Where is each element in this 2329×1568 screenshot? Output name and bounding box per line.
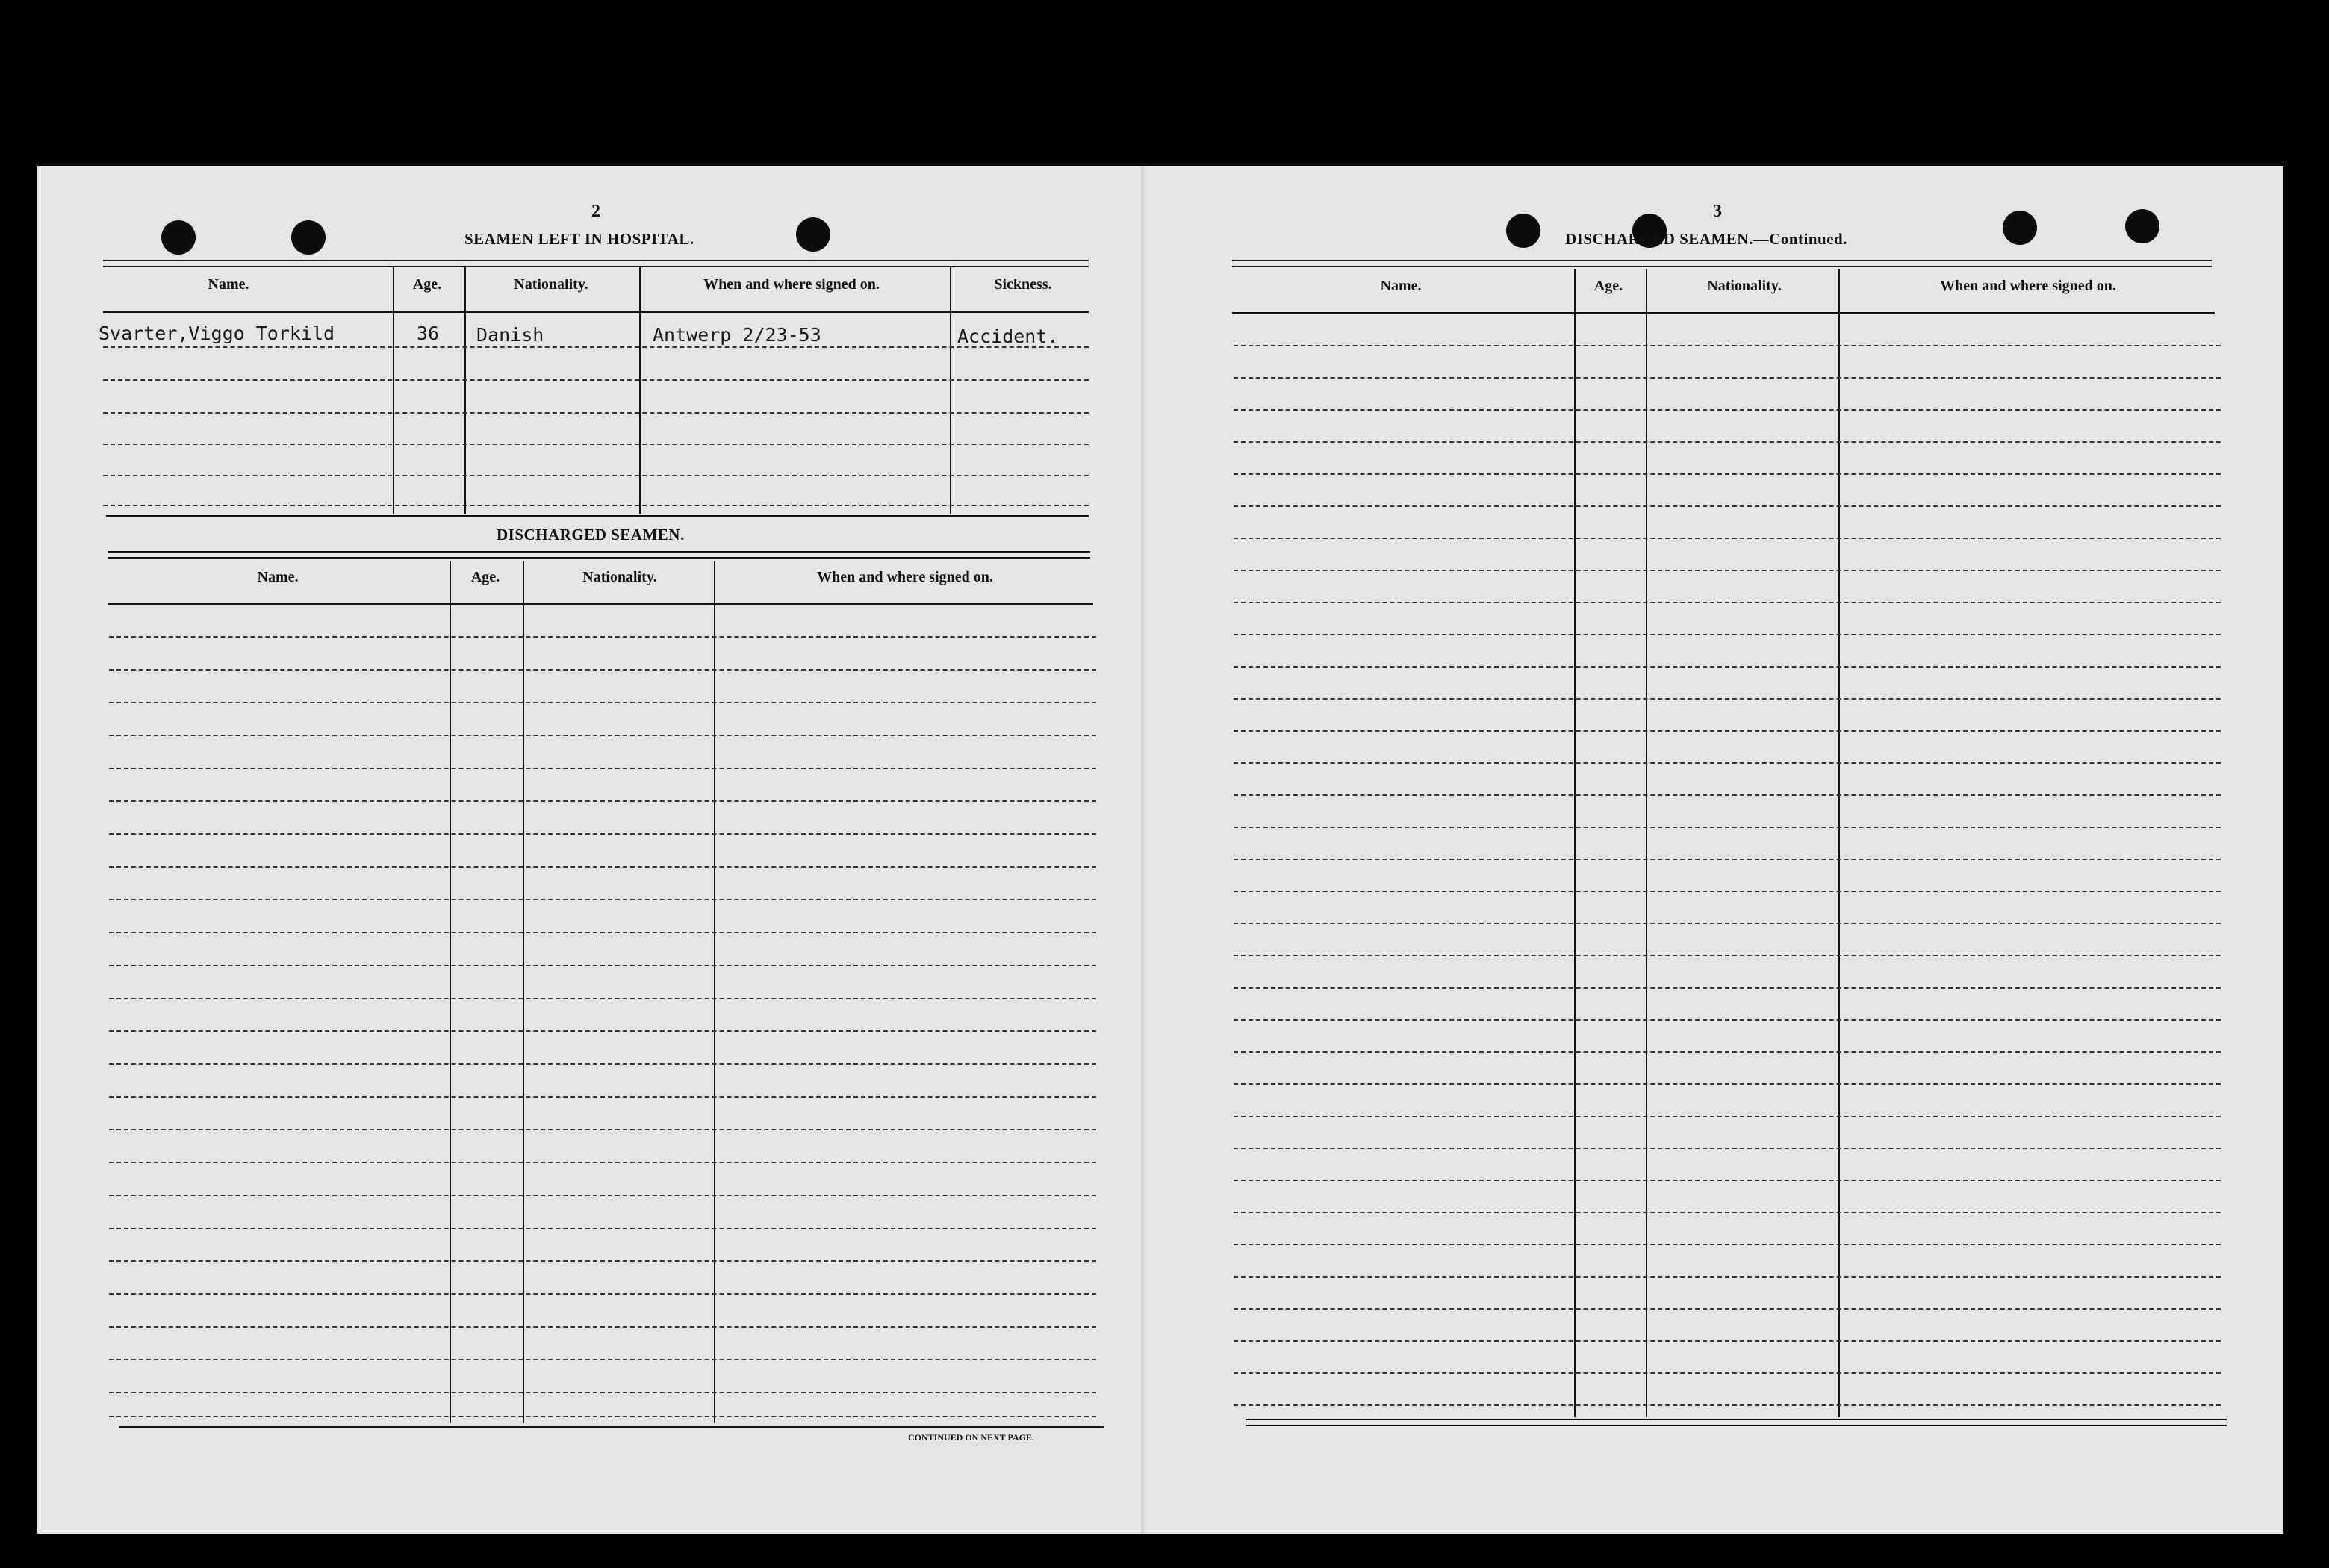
entry-line	[1234, 794, 2221, 796]
entry-line	[103, 412, 1089, 414]
column-header-signed-on: When and where signed on.	[817, 569, 993, 585]
document-sheet	[37, 166, 2283, 1534]
column-header-age: Age.	[1593, 278, 1623, 294]
entry-line	[1234, 1372, 2221, 1374]
seaman-nationality: Danish	[476, 324, 544, 346]
entry-line	[1234, 1083, 2221, 1085]
entry-line	[1234, 1308, 2221, 1310]
rule	[106, 515, 1089, 517]
column-header-nationality: Nationality.	[1707, 278, 1782, 294]
entry-line	[109, 1096, 1096, 1098]
entry-line	[103, 505, 1089, 506]
page-fold	[1141, 166, 1144, 1534]
entry-line	[1234, 409, 2221, 411]
entry-line	[1234, 1244, 2221, 1245]
entry-line	[1234, 891, 2221, 892]
page-number: 3	[1713, 202, 1722, 221]
continued-footer: CONTINUED ON NEXT PAGE.	[908, 1432, 1034, 1443]
punch-hole	[161, 220, 196, 255]
column-header-nationality: Nationality.	[582, 569, 657, 585]
entry-line	[1234, 955, 2221, 956]
entry-line	[109, 899, 1096, 900]
entry-line	[109, 735, 1096, 736]
entry-line	[1234, 634, 2221, 635]
punch-hole	[796, 217, 830, 252]
entry-line	[1234, 1116, 2221, 1117]
entry-line	[1234, 505, 2221, 507]
entry-line	[109, 1293, 1096, 1295]
column-header-nationality: Nationality.	[514, 276, 588, 293]
rule	[103, 260, 1089, 261]
entry-line	[109, 998, 1096, 999]
entry-line	[1234, 859, 2221, 860]
column-header-name: Name.	[208, 276, 249, 293]
rule	[1232, 312, 2215, 314]
punch-hole	[291, 220, 326, 255]
entry-line	[109, 932, 1096, 933]
entry-line	[109, 1416, 1096, 1417]
entry-line	[109, 965, 1096, 966]
entry-line	[1234, 762, 2221, 764]
entry-line	[1234, 1404, 2221, 1406]
seaman-sickness: Accident.	[957, 326, 1059, 347]
entry-line	[109, 1392, 1096, 1393]
seaman-signed-on: Antwerp 2/23-53	[653, 324, 821, 346]
entry-line	[1234, 345, 2221, 346]
rule	[1246, 1425, 2227, 1426]
entry-line	[1234, 730, 2221, 732]
entry-line	[1234, 538, 2221, 539]
entry-line	[1234, 698, 2221, 700]
column-divider	[464, 267, 466, 514]
entry-line	[109, 1030, 1096, 1032]
rule	[108, 603, 1093, 605]
column-header-age: Age.	[412, 276, 442, 293]
page-number: 2	[591, 202, 600, 221]
rule	[119, 1426, 1104, 1428]
rule	[1232, 266, 2212, 267]
section-title-discharged: DISCHARGED SEAMEN.	[497, 526, 685, 544]
rule	[108, 557, 1090, 559]
entry-line	[109, 1326, 1096, 1328]
entry-line	[1234, 570, 2221, 571]
entry-line	[1234, 602, 2221, 603]
section-title-discharged-continued: DISCHARGED SEAMEN.—Continued.	[1565, 230, 1847, 248]
column-header-name: Name.	[1380, 278, 1422, 294]
entry-line	[1234, 923, 2221, 924]
entry-line	[109, 1129, 1096, 1130]
entry-line	[109, 833, 1096, 835]
entry-line	[1234, 1212, 2221, 1213]
column-header-sickness: Sickness.	[994, 276, 1052, 293]
entry-line	[109, 1260, 1096, 1262]
entry-line	[109, 1228, 1096, 1229]
column-header-signed-on: When and where signed on.	[1940, 278, 2116, 294]
column-divider	[950, 267, 951, 514]
rule	[108, 551, 1090, 553]
entry-line	[103, 444, 1089, 445]
entry-line	[109, 768, 1096, 769]
entry-line	[1234, 377, 2221, 379]
entry-line	[109, 1162, 1096, 1163]
section-title-hospital: SEAMEN LEFT IN HOSPITAL.	[464, 230, 694, 248]
entry-line	[1234, 1051, 2221, 1053]
entry-line	[1234, 441, 2221, 443]
punch-hole	[1506, 214, 1540, 248]
entry-line	[109, 800, 1096, 802]
column-divider	[393, 267, 394, 514]
entry-line	[109, 702, 1096, 703]
entry-line	[1234, 987, 2221, 989]
punch-hole	[2125, 209, 2159, 243]
entry-line	[1234, 666, 2221, 668]
entry-line	[109, 866, 1096, 868]
rule	[1246, 1419, 2227, 1420]
entry-line	[1234, 1340, 2221, 1342]
rule	[103, 311, 1089, 313]
entry-line	[109, 1063, 1096, 1065]
rule	[103, 266, 1089, 267]
seaman-name: Svarter,Viggo Torkild	[99, 323, 335, 344]
entry-line	[1234, 1276, 2221, 1278]
entry-line	[1234, 473, 2221, 475]
entry-line	[103, 346, 1089, 348]
seaman-age: 36	[417, 323, 440, 344]
entry-line	[1234, 1019, 2221, 1021]
entry-line	[109, 1359, 1096, 1360]
column-header-signed-on: When and where signed on.	[703, 276, 880, 293]
punch-hole	[2003, 211, 2037, 245]
entry-line	[1234, 1180, 2221, 1181]
entry-line	[109, 669, 1096, 671]
entry-line	[1234, 827, 2221, 828]
column-divider	[639, 267, 641, 514]
entry-line	[103, 379, 1089, 381]
column-header-name: Name.	[257, 569, 299, 585]
entry-line	[103, 475, 1089, 476]
rule	[1232, 260, 2212, 261]
entry-line	[1234, 1148, 2221, 1149]
entry-line	[109, 1195, 1096, 1196]
entry-line	[109, 636, 1096, 638]
column-header-age: Age.	[470, 569, 500, 585]
